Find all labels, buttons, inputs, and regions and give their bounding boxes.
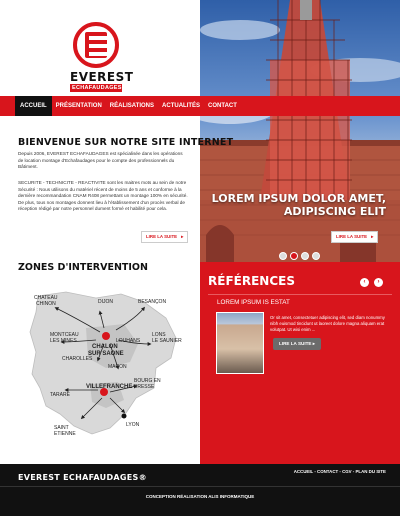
slider-dot-2[interactable] xyxy=(290,252,298,260)
nav-item-realisations[interactable]: RÉALISATIONS xyxy=(109,103,155,109)
map-label-dijon: DIJON xyxy=(98,299,113,305)
reference-photo[interactable] xyxy=(216,312,264,374)
footer-brand: EVEREST ECHAFAUDAGES® xyxy=(18,473,147,482)
lyon-marker-icon xyxy=(122,414,127,419)
map-label-chalon-1: CHALON xyxy=(92,344,118,350)
references-subtitle: LOREM IPSUM IS ESTAT xyxy=(217,299,290,306)
nav-item-actualites[interactable]: ACTUALITÉS xyxy=(162,103,201,109)
slider-dot-1[interactable] xyxy=(279,252,287,260)
welcome-title: BIENVENUE SUR NOTRE SITE INTERNET xyxy=(18,137,234,148)
slider-dot-3[interactable] xyxy=(301,252,309,260)
hero-more-button[interactable] xyxy=(331,231,378,243)
map-label-macon: MACON xyxy=(108,364,127,370)
references-more-button[interactable] xyxy=(273,338,321,350)
references-text: Or sit amet, consectetuer adipiscing elit, sed diam nonummy nibh euismod tincidunt ut laoreet dolore magna aliquam erat volutpat. Ut wisi enim ... xyxy=(270,315,385,332)
nav-item-accueil[interactable]: ACCUEIL xyxy=(15,96,52,116)
footer-credit: CONCEPTION RÉALISATION ALIS INFORMATIQUE xyxy=(145,494,255,499)
references-divider xyxy=(208,294,392,295)
footer xyxy=(0,464,400,516)
welcome-more-label: LIRE LA SUITE xyxy=(146,234,178,239)
footer-links[interactable]: ACCUEIL - CONTACT - CGV - PLAN DU SITE xyxy=(293,469,386,474)
map-label-lons-1: LONS xyxy=(152,332,166,338)
map-label-lyon: LYON xyxy=(126,422,140,428)
map-label-chateau: CHATEAU xyxy=(34,295,58,301)
intervention-map xyxy=(26,288,194,438)
nav-item-presentation[interactable]: PRÉSENTATION xyxy=(55,103,102,109)
brand-tagline: ECHAFAUDAGES xyxy=(72,85,122,91)
nav-item-contact[interactable]: CONTACT xyxy=(208,103,237,109)
references-title: RÉFÉRENCES xyxy=(208,274,295,288)
welcome-more-button[interactable] xyxy=(141,231,188,243)
map-label-louhans: LOUHANS xyxy=(116,338,141,344)
arrow-right-icon: ▸ xyxy=(312,341,316,346)
zones-title: ZONES D'INTERVENTION xyxy=(18,262,148,273)
map-label-lons-2: LE SAUNIER xyxy=(152,338,182,344)
map-label-besancon: BESANÇON xyxy=(138,299,167,305)
map-label-chalon-2: SUR SAONE xyxy=(88,351,124,357)
logo-e-icon xyxy=(73,22,119,68)
hero-image xyxy=(200,0,400,262)
map-label-montceau-2: LES MINES xyxy=(50,338,77,344)
brand-name: EVEREST xyxy=(70,70,134,84)
map-label-stetienne-1: SAINT xyxy=(54,425,69,431)
map-label-villefranche: VILLEFRANCHE xyxy=(86,384,133,390)
hero-caption-line1: LOREM IPSUM DOLOR AMET, xyxy=(211,192,386,205)
map-label-bourg-1: BOURG EN xyxy=(134,378,161,384)
map-label-bourg-2: BRESSE xyxy=(134,384,155,390)
chevron-right-icon[interactable]: › xyxy=(374,278,383,287)
references-more-label: LIRE LA SUITE xyxy=(279,341,312,346)
hero-slider xyxy=(200,0,400,262)
chalon-marker-icon xyxy=(102,332,110,340)
map-label-charolles: CHAROLLES xyxy=(62,356,93,362)
slider-dots xyxy=(279,252,320,260)
arrow-right-icon: ▸ xyxy=(181,234,184,239)
map-label-montceau-1: MONTCEAU xyxy=(50,332,79,338)
chevron-left-icon[interactable]: ‹ xyxy=(360,278,369,287)
hero-caption-line2: ADIPISCING ELIT xyxy=(283,205,386,218)
welcome-paragraph-2: SECURITE - TECHNICITE - REACTIVITE sont les maitres mots au sein de notre Sécurité : Nous utilisons du matériel récent de moins de 5 ans et conforme à la dernière recommandation CNAM R408 permettant un montage 100% en sécurité. De plus, tous nos montages donnent lieu à l'établissement d'un procès verbal de réception rédigé par notre personnel dument formé et habilité pour cela. xyxy=(18,180,188,212)
welcome-paragraph-1: Depuis 2006, EVEREST ECHAFAUDAGES est spécialisée dans les opérations de location montage d'Echafaudages pour le compte des professionnels du Bâtiment. xyxy=(18,151,183,170)
logo[interactable] xyxy=(70,22,134,92)
map-label-stetienne-2: ETIENNE xyxy=(54,431,76,437)
slider-dot-4[interactable] xyxy=(312,252,320,260)
arrow-right-icon: ▸ xyxy=(371,234,374,239)
map-label-chinon: CHINON xyxy=(36,301,56,307)
hero-more-label: LIRE LA SUITE xyxy=(336,234,368,239)
hero-caption xyxy=(212,192,386,218)
main-nav xyxy=(0,96,400,116)
map-label-tarare: TARARE xyxy=(50,392,70,398)
footer-divider xyxy=(0,486,400,487)
references-panel xyxy=(200,262,400,464)
